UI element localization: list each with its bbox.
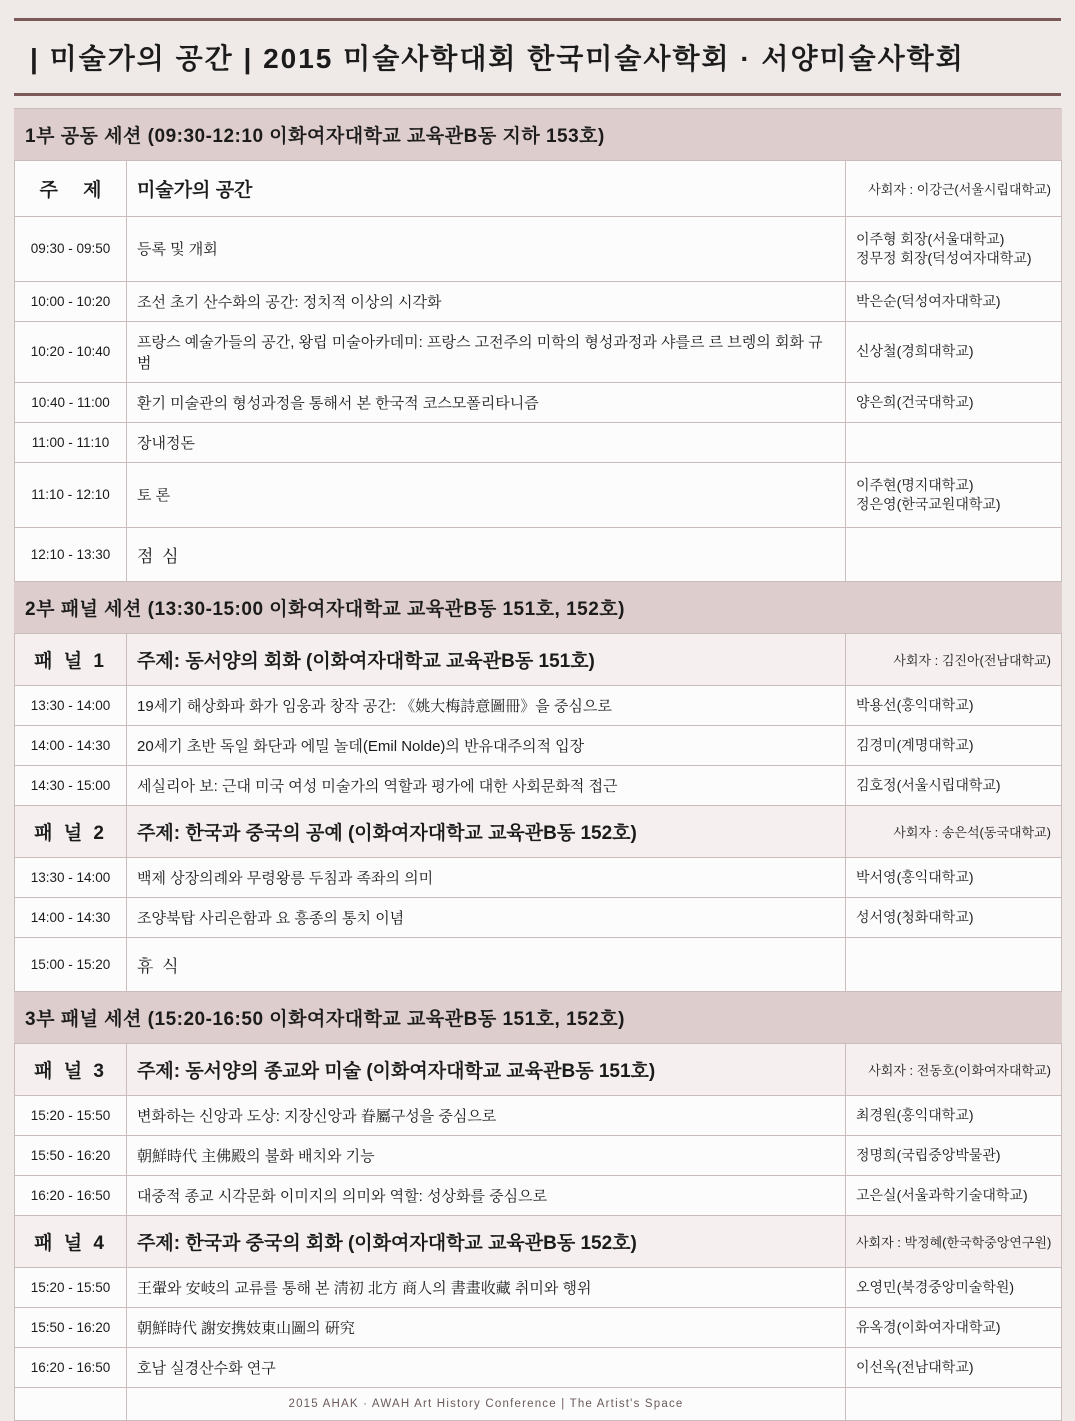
panel-label: 패 널 3	[15, 1043, 127, 1095]
page-banner	[14, 18, 1061, 96]
person-line: 정은영(한국교원대학교)	[856, 495, 1001, 512]
row-person	[846, 725, 1062, 765]
footer-row	[15, 1387, 1062, 1420]
person-line: 정무정 회장(덕성여자대학교)	[856, 249, 1032, 266]
table-row	[15, 281, 1062, 321]
table-row	[15, 1175, 1062, 1215]
person-line: 오영민(북경중앙미술학원)	[856, 1278, 1015, 1295]
footer-blank-right	[846, 1387, 1062, 1420]
row-title: 朝鮮時代 主佛殿의 불화 배치와 기능	[127, 1135, 846, 1175]
row-time: 11:10 - 12:10	[15, 462, 127, 527]
row-time: 15:50 - 16:20	[15, 1307, 127, 1347]
row-person	[846, 382, 1062, 422]
table-row	[15, 897, 1062, 937]
panel-label: 패 널 4	[15, 1215, 127, 1267]
table-row	[15, 462, 1062, 527]
panel-title: 주제: 동서양의 회화 (이화여자대학교 교육관B동 151호)	[127, 633, 846, 685]
panel-header-2	[15, 805, 1062, 857]
person-line: 김경미(계명대학교)	[856, 736, 974, 753]
section-header-part2	[15, 581, 1062, 633]
row-time: 15:20 - 15:50	[15, 1267, 127, 1307]
panel-header-3	[15, 1043, 1062, 1095]
row-title: 프랑스 예술가들의 공간, 왕립 미술아카데미: 프랑스 고전주의 미학의 형성과정과 샤를르 르 브렝의 회화 규범	[127, 321, 846, 382]
section-header-label: 2부 패널 세션 (13:30-15:00 이화여자대학교 교육관B동 151호, 152호)	[15, 581, 1062, 633]
subject-label: 주 제	[15, 161, 127, 217]
person-line: 양은희(건국대학교)	[856, 393, 974, 410]
subject-row	[15, 161, 1062, 217]
row-time: 10:40 - 11:00	[15, 382, 127, 422]
row-person	[846, 1267, 1062, 1307]
table-row	[15, 382, 1062, 422]
chair-label: 사회자 : 송은석(동국대학교)	[846, 805, 1062, 857]
table-row	[15, 725, 1062, 765]
row-time: 10:00 - 10:20	[15, 281, 127, 321]
row-title: 20세기 초반 독일 화단과 에밀 놀데(Emil Nolde)의 반유대주의적 입장	[127, 725, 846, 765]
row-person	[846, 857, 1062, 897]
row-person	[846, 217, 1062, 282]
row-person	[846, 281, 1062, 321]
section-header-label: 1부 공동 세션 (09:30-12:10 이화여자대학교 교육관B동 지하 153호)	[15, 109, 1062, 161]
chair-label: 사회자 : 전동호(이화여자대학교)	[846, 1043, 1062, 1095]
panel-title: 주제: 한국과 중국의 공예 (이화여자대학교 교육관B동 152호)	[127, 805, 846, 857]
row-person	[846, 765, 1062, 805]
row-title: 등록 및 개회	[127, 217, 846, 282]
row-time: 14:00 - 14:30	[15, 897, 127, 937]
row-time: 16:20 - 16:50	[15, 1175, 127, 1215]
table-row	[15, 321, 1062, 382]
section-header-part1	[15, 109, 1062, 161]
row-time: 10:20 - 10:40	[15, 321, 127, 382]
row-title: 토 론	[127, 462, 846, 527]
row-time: 14:00 - 14:30	[15, 725, 127, 765]
footer-blank-left	[15, 1387, 127, 1420]
person-line: 최경원(홍익대학교)	[856, 1106, 974, 1123]
panel-header-1	[15, 633, 1062, 685]
section-header-label: 3부 패널 세션 (15:20-16:50 이화여자대학교 교육관B동 151호, 152호)	[15, 991, 1062, 1043]
row-time: 13:30 - 14:00	[15, 685, 127, 725]
table-row	[15, 1267, 1062, 1307]
row-title: 조양북탑 사리은함과 요 흥종의 통치 이념	[127, 897, 846, 937]
row-title: 朝鮮時代 謝安携妓東山圖의 硏究	[127, 1307, 846, 1347]
panel-title: 주제: 동서양의 종교와 미술 (이화여자대학교 교육관B동 151호)	[127, 1043, 846, 1095]
chair-label: 사회자 : 이강근(서울시립대학교)	[846, 161, 1062, 217]
row-title: 휴 식	[127, 937, 846, 991]
person-line: 김호정(서울시립대학교)	[856, 776, 1001, 793]
row-title: 장내정돈	[127, 422, 846, 462]
row-title: 王翬와 安岐의 교류를 통해 본 淸初 北方 商人의 書畫收藏 취미와 행위	[127, 1267, 846, 1307]
person-line: 정명희(국립중앙박물관)	[856, 1146, 1001, 1163]
person-line: 성서영(청화대학교)	[856, 908, 974, 925]
row-person	[846, 462, 1062, 527]
person-line: 이주현(명지대학교)	[856, 476, 974, 493]
page-title: | 미술가의 공간 | 2015 미술사학대회 한국미술사학회 · 서양미술사학회	[30, 43, 965, 74]
person-line: 고은실(서울과학기술대학교)	[856, 1186, 1028, 1203]
panel-label: 패 널 1	[15, 633, 127, 685]
table-row	[15, 765, 1062, 805]
table-row	[15, 1135, 1062, 1175]
subject-title: 미술가의 공간	[127, 161, 846, 217]
person-line: 유옥경(이화여자대학교)	[856, 1318, 1001, 1335]
row-person	[846, 321, 1062, 382]
person-line: 박은순(덕성여자대학교)	[856, 292, 1001, 309]
row-time: 15:20 - 15:50	[15, 1095, 127, 1135]
row-title: 대중적 종교 시각문화 이미지의 의미와 역할: 성상화를 중심으로	[127, 1175, 846, 1215]
panel-label: 패 널 2	[15, 805, 127, 857]
table-row	[15, 1095, 1062, 1135]
row-time: 11:00 - 11:10	[15, 422, 127, 462]
row-time: 09:30 - 09:50	[15, 217, 127, 282]
row-title: 백제 상장의례와 무령왕릉 두침과 족좌의 의미	[127, 857, 846, 897]
break-row	[15, 937, 1062, 991]
row-title: 세실리아 보: 근대 미국 여성 미술가의 역할과 평가에 대한 사회문화적 접근	[127, 765, 846, 805]
row-time: 15:50 - 16:20	[15, 1135, 127, 1175]
person-line: 박서영(홍익대학교)	[856, 868, 974, 885]
panel-header-4	[15, 1215, 1062, 1267]
table-row	[15, 1347, 1062, 1387]
section-header-part3	[15, 991, 1062, 1043]
row-title: 점 심	[127, 527, 846, 581]
table-row	[15, 527, 1062, 581]
row-person	[846, 937, 1062, 991]
row-time: 16:20 - 16:50	[15, 1347, 127, 1387]
row-person	[846, 1307, 1062, 1347]
row-time: 15:00 - 15:20	[15, 937, 127, 991]
row-person	[846, 685, 1062, 725]
table-row	[15, 857, 1062, 897]
table-row	[15, 685, 1062, 725]
table-row	[15, 422, 1062, 462]
row-person	[846, 1347, 1062, 1387]
footer-text: 2015 AHAK · AWAH Art History Conference | The Artist's Space	[127, 1387, 846, 1420]
row-title: 환기 미술관의 형성과정을 통해서 본 한국적 코스모폴리타니즘	[127, 382, 846, 422]
row-title: 조선 초기 산수화의 공간: 정치적 이상의 시각화	[127, 281, 846, 321]
chair-label: 사회자 : 김진아(전남대학교)	[846, 633, 1062, 685]
chair-label: 사회자 : 박정혜(한국학중앙연구원)	[846, 1215, 1062, 1267]
row-person	[846, 897, 1062, 937]
person-line: 이주형 회장(서울대학교)	[856, 231, 1005, 247]
row-person	[846, 1135, 1062, 1175]
row-time: 13:30 - 14:00	[15, 857, 127, 897]
panel-title: 주제: 한국과 중국의 회화 (이화여자대학교 교육관B동 152호)	[127, 1215, 846, 1267]
table-row	[15, 217, 1062, 282]
row-title: 19세기 해상화파 화가 임웅과 창작 공간: 《姚大梅詩意圖冊》을 중심으로	[127, 685, 846, 725]
table-row	[15, 1307, 1062, 1347]
row-time: 12:10 - 13:30	[15, 527, 127, 581]
row-person	[846, 527, 1062, 581]
row-person	[846, 1095, 1062, 1135]
person-line: 이선옥(전남대학교)	[856, 1358, 974, 1375]
row-title: 변화하는 신앙과 도상: 지장신앙과 眷屬구성을 중심으로	[127, 1095, 846, 1135]
row-person	[846, 422, 1062, 462]
person-line: 신상철(경희대학교)	[856, 343, 974, 360]
row-person	[846, 1175, 1062, 1215]
person-line: 박용선(홍익대학교)	[856, 696, 974, 713]
row-title: 호남 실경산수화 연구	[127, 1347, 846, 1387]
schedule-table	[14, 108, 1062, 1421]
row-time: 14:30 - 15:00	[15, 765, 127, 805]
